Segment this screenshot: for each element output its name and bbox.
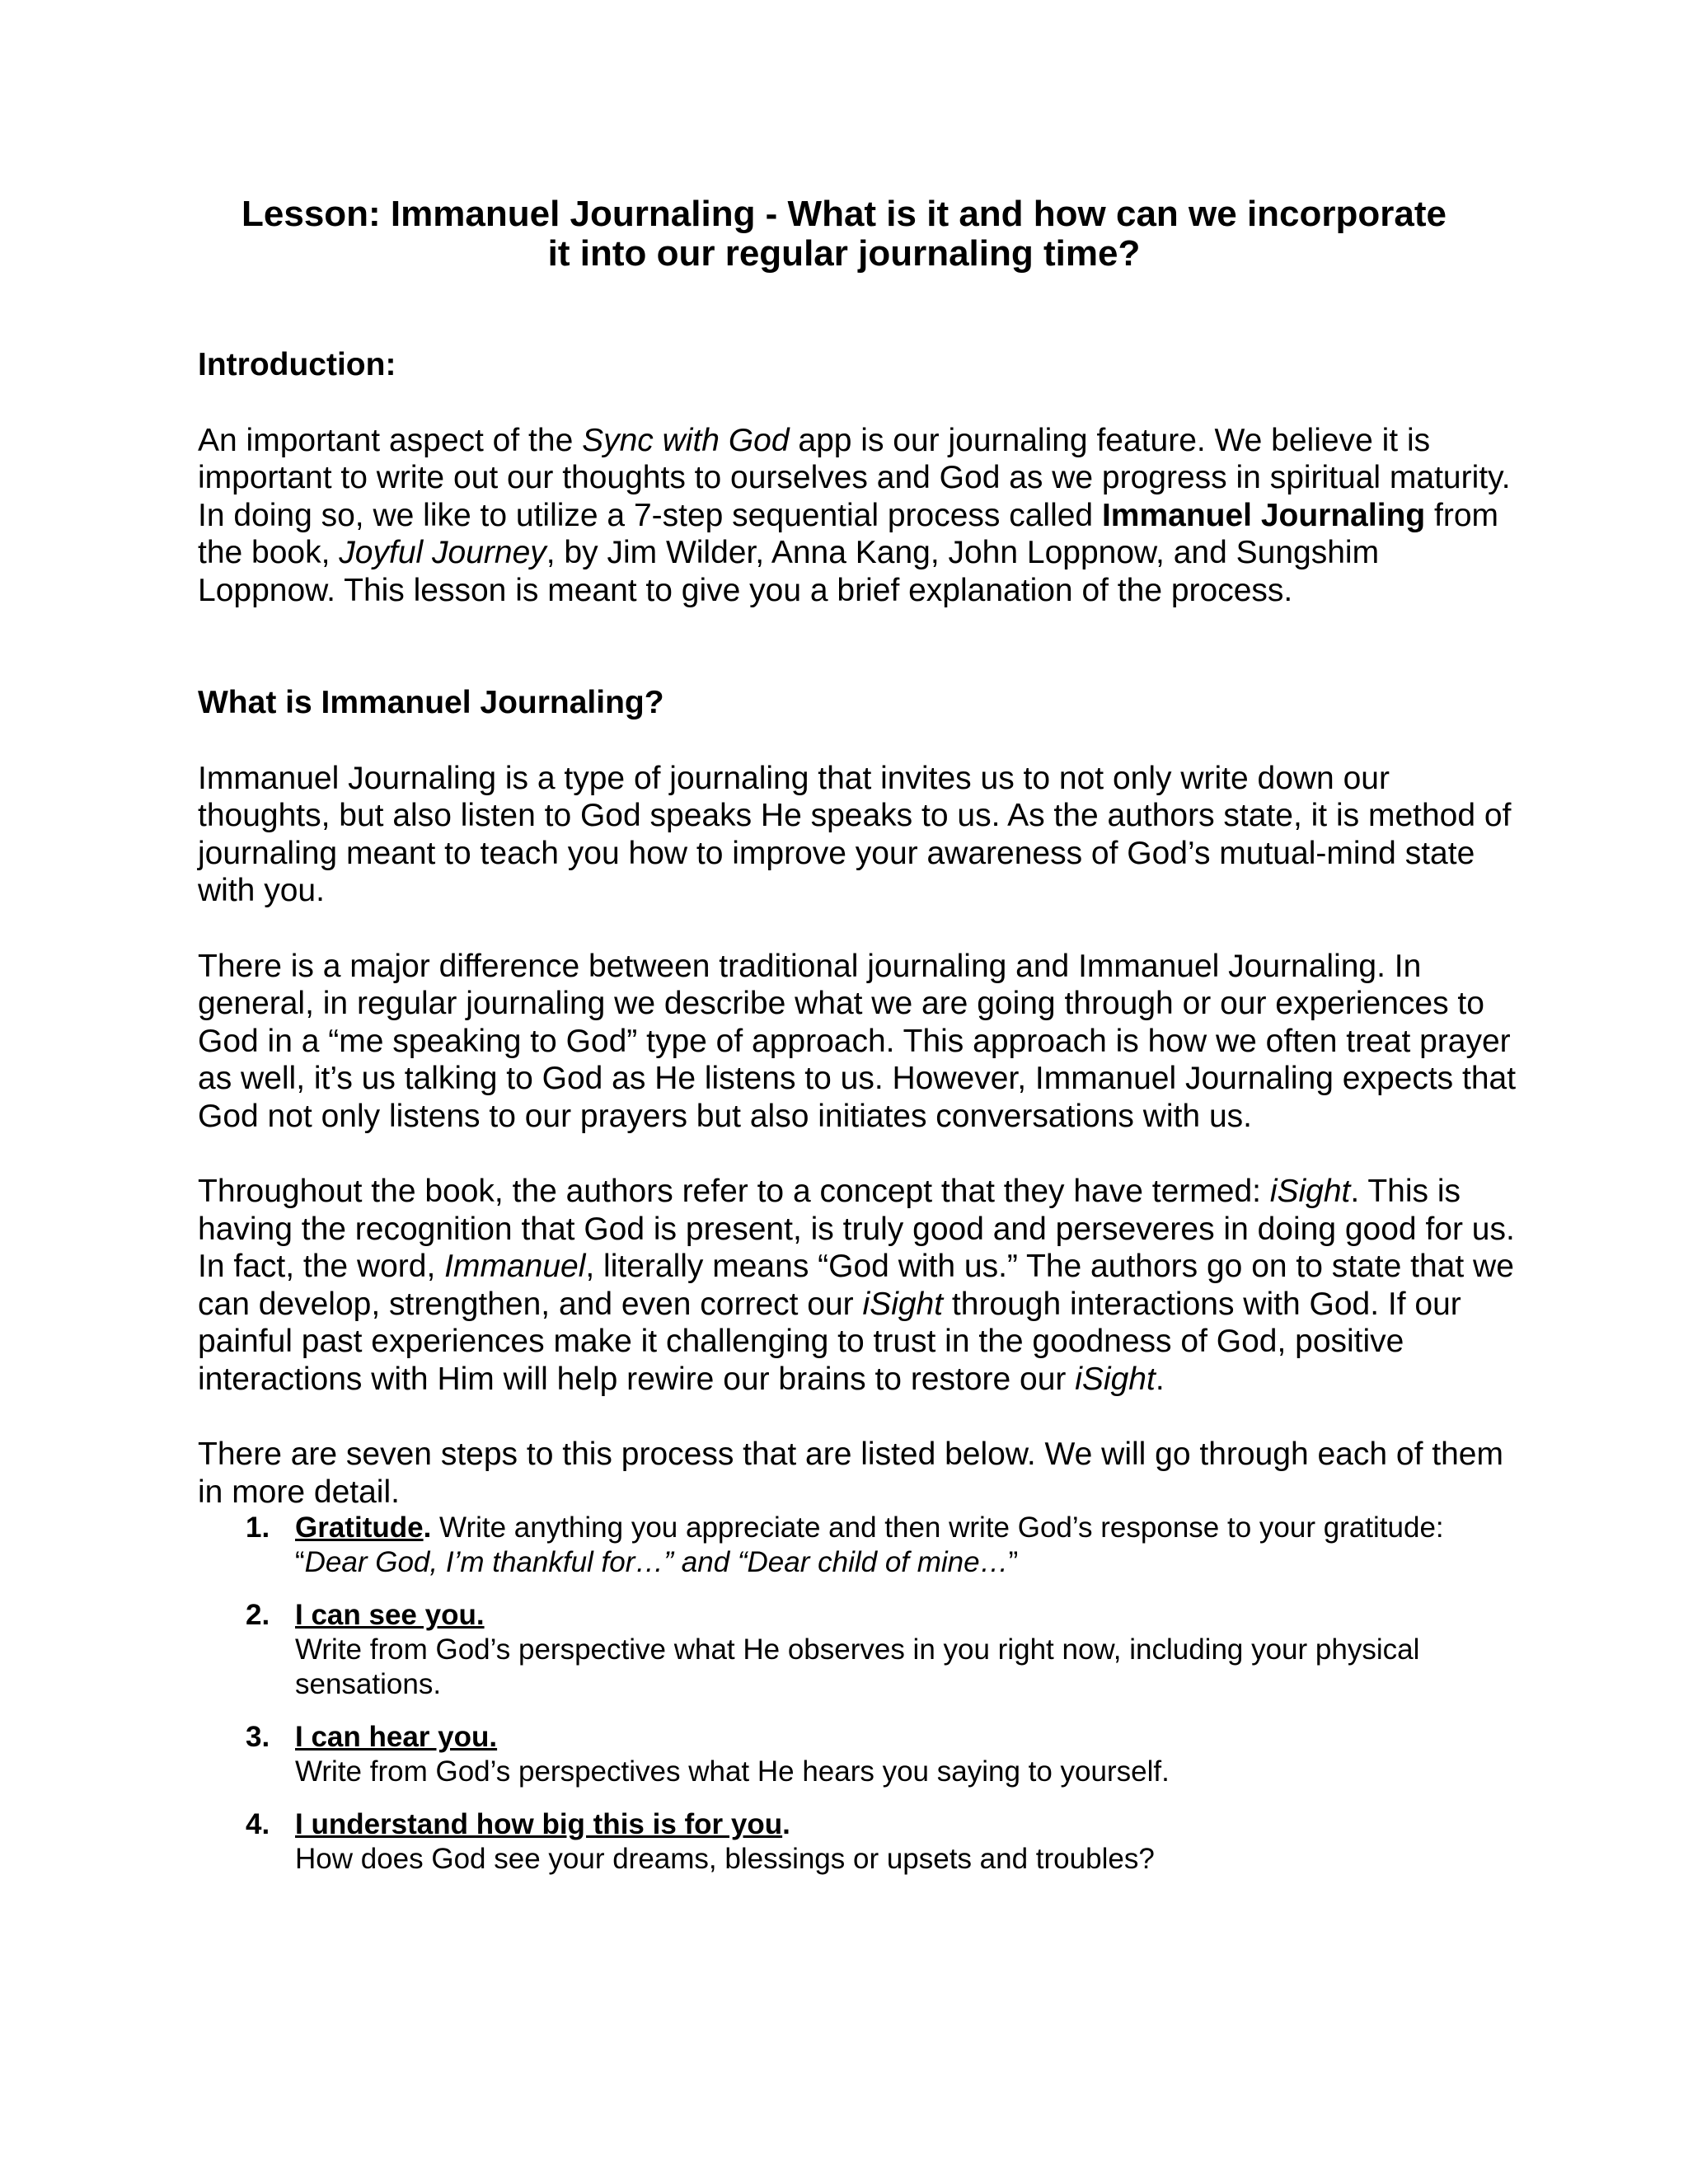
isight-text-1: Throughout the book, the authors refer to a concept that they have termed: (198, 1174, 1270, 1209)
step-number: 1. (246, 1511, 270, 1544)
step-number: 2. (246, 1599, 270, 1631)
step-title-period: . (782, 1808, 790, 1840)
isight-immanuel: Immanuel (444, 1249, 586, 1284)
step-description: Write from God’s perspectives what He hears you saying to yourself. (295, 1755, 1170, 1788)
list-item (198, 1807, 1517, 1877)
step-number: 3. (246, 1721, 270, 1753)
step-title: I can see you. (295, 1599, 485, 1631)
step-desc-italic: Dear God, I’m thankful for…” and “Dear child of mine… (304, 1546, 1009, 1578)
isight-text-4: through interactions with God. If our painful past experiences make it challenging to trust in the goodness of God, positive interactions with Him will help rewire our brains to restore our (198, 1286, 1461, 1397)
step-title: Gratitude (295, 1511, 424, 1544)
step-desc-a: Write anything you appreciate and then write God’s response to your gratitude: “ (295, 1511, 1444, 1578)
step-number: 4. (246, 1808, 270, 1840)
page-title (165, 194, 1523, 274)
isight-text-5: . (1155, 1361, 1165, 1397)
step-description: How does God see your dreams, blessings or upsets and troubles? (295, 1843, 1155, 1875)
isight-term: iSight (1269, 1174, 1351, 1209)
intro-text-4: , by Jim Wilder, Anna Kang, John Loppnow, and Sungshim Loppnow. This lesson is meant to give you a brief explanation of the process. (198, 535, 1380, 608)
isight-paragraph (198, 1173, 1517, 1398)
isight-term-2: iSight (862, 1286, 944, 1322)
intro-method-name: Immanuel Journaling (1101, 497, 1426, 533)
isight-term-3: iSight (1075, 1361, 1156, 1397)
steps-list (198, 1511, 1517, 1877)
isight-text-2: . This is having the recognition that God is present, is truly good and perseveres in doing good for us. In fact, the word, (198, 1174, 1515, 1284)
step-description: Write from God’s perspective what He observes in you right now, including your physical sensations. (295, 1633, 1420, 1700)
step-title-period: . (423, 1511, 432, 1544)
list-item (198, 1720, 1517, 1789)
steps-intro-paragraph: There are seven steps to this process that are listed below. We will go through each of them in more detail. (198, 1436, 1503, 1510)
introduction-heading: Introduction: (198, 347, 396, 382)
intro-text-1: An important aspect of the (198, 422, 583, 458)
step-desc-b: ” (1008, 1546, 1019, 1578)
list-item (198, 1511, 1517, 1580)
step-title: I understand how big this is for you (295, 1808, 783, 1840)
title-line-1: Lesson: Immanuel Journaling - What is it and how can we incorporate (241, 194, 1447, 234)
what-is-paragraph-2: There is a major difference between traditional journaling and Immanuel Journaling. In general, in regular journaling we describe what we are going through or our experiences to God in a “me speaking to God” type of approach. This approach is how we often treat prayer as well, it’s us talking to God as He listens to us. However, Immanuel Journaling expects that God not only listens to our prayers but also initiates conversations with us. (198, 948, 1517, 1134)
intro-text-2: app is our journaling feature. We believe it is important to write out our thoughts to ourselves and God as we progress in spiritual maturity. In doing so, we like to utilize a 7-step sequential process called (198, 422, 1511, 533)
title-line-2: it into our regular journaling time? (547, 233, 1141, 274)
intro-app-name: Sync with God (582, 422, 790, 458)
what-is-heading: What is Immanuel Journaling? (198, 685, 664, 720)
intro-text-3: from the book, (198, 497, 1499, 570)
step-title: I can hear you. (295, 1721, 498, 1753)
document-body (198, 346, 1517, 1895)
introduction-paragraph (198, 422, 1517, 610)
what-is-paragraph-1: Immanuel Journaling is a type of journaling that invites us to not only write down our thoughts, but also listen to God speaks He speaks to us. As the authors state, it is method of journaling meant to teach you how to improve your awareness of God’s mutual-mind state with you. (198, 760, 1512, 908)
isight-text-3: , literally means “God with us.” The authors go on to state that we can develop, strengthen, and even correct our (198, 1249, 1514, 1322)
list-item (198, 1598, 1517, 1702)
intro-book-name: Joyful Journey (339, 535, 546, 570)
